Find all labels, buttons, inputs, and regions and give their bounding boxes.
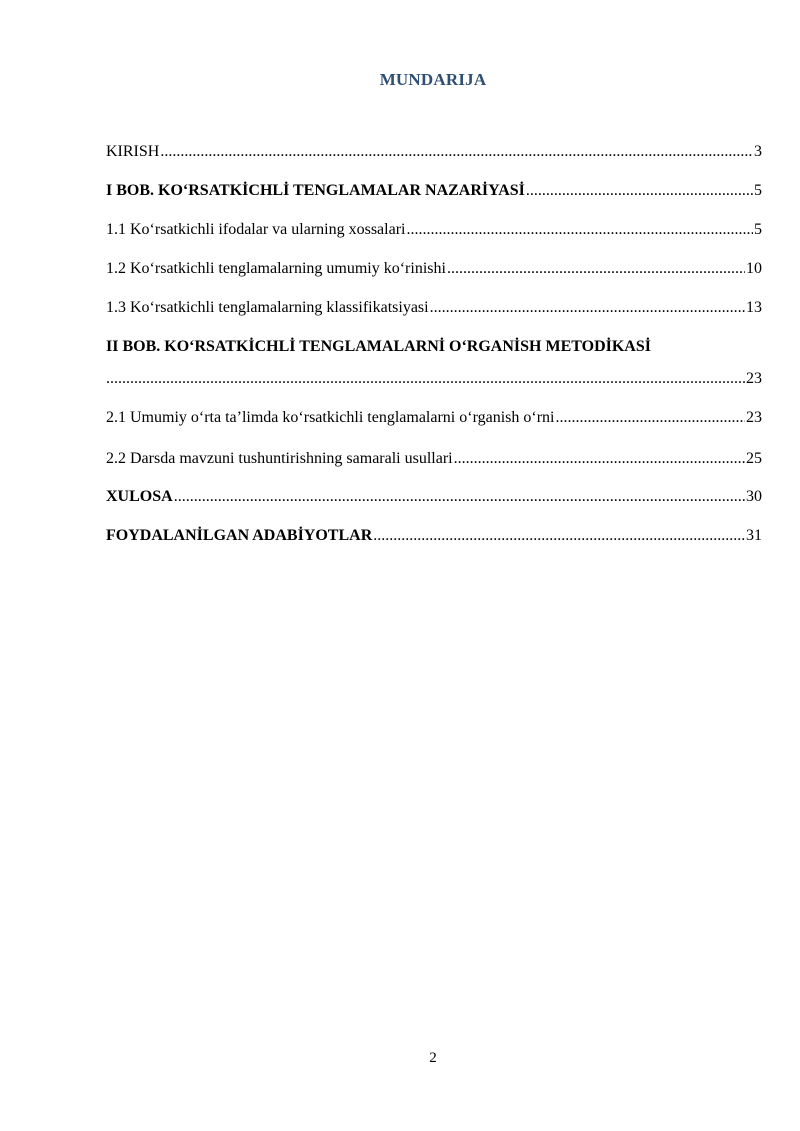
toc-entry-page: 23 xyxy=(746,409,762,426)
toc-entry-page: 23 xyxy=(746,370,762,387)
toc-entry-section-2-2[interactable] xyxy=(106,450,762,468)
toc-entry-section-1-3[interactable] xyxy=(106,299,762,317)
toc-leader-dots xyxy=(454,450,745,468)
toc-entry-chapter-1[interactable] xyxy=(106,182,762,200)
page-number: 2 xyxy=(429,1050,437,1066)
toc-entry-page: 25 xyxy=(746,450,762,467)
toc-entry-label: I BOB. KO‘RSATKİCHLİ TENGLAMALAR NAZARİYASİ xyxy=(106,182,525,199)
toc-entry-label: II BOB. KO‘RSATKİCHLİ TENGLAMALARNİ O‘RGANİSH METODİKASİ xyxy=(106,338,651,355)
document-title: MUNDARIJA xyxy=(379,70,487,89)
toc-entry-label: KIRISH xyxy=(106,143,160,160)
toc-entry-chapter-2[interactable] xyxy=(106,338,762,356)
toc-entry-label: FOYDALANİLGAN ADABİYOTLAR xyxy=(106,527,373,544)
toc-leader-dots xyxy=(447,260,745,278)
toc-leader-dots xyxy=(106,370,745,388)
toc-entry-label: 1.2 Ko‘rsatkichli tenglamalarning umumiy ko‘rinishi xyxy=(106,260,446,277)
toc-entry-label: 1.1 Ko‘rsatkichli ifodalar va ularning xossalari xyxy=(106,221,406,238)
toc-entry-xulosa[interactable] xyxy=(106,488,762,506)
toc-entry-label: 2.2 Darsda mavzuni tushuntirishning samarali usullari xyxy=(106,450,453,467)
toc-leader-dots xyxy=(174,488,745,506)
toc-leader-dots xyxy=(526,182,753,200)
toc-entry-page: 5 xyxy=(754,182,762,199)
toc-entry-chapter-2-page-line[interactable] xyxy=(106,370,762,388)
toc-entry-page: 10 xyxy=(746,260,762,277)
toc-entry-page: 5 xyxy=(754,221,762,238)
toc-entry-section-2-1[interactable] xyxy=(106,409,762,427)
toc-entry-label: XULOSA xyxy=(106,488,173,505)
toc-entry-bibliography[interactable] xyxy=(106,527,762,545)
toc-entry-page: 13 xyxy=(746,299,762,316)
toc-leader-dots xyxy=(555,409,745,427)
toc-entry-page: 31 xyxy=(746,527,762,544)
toc-leader-dots xyxy=(430,299,745,317)
toc-entry-page: 3 xyxy=(754,143,762,160)
toc-entry-label: 2.1 Umumiy o‘rta ta’limda ko‘rsatkichli tenglamalarni o‘rganish o‘rni xyxy=(106,409,555,426)
toc-entry-page: 30 xyxy=(746,488,762,505)
toc-leader-dots xyxy=(373,527,745,545)
toc-entry-section-1-2[interactable] xyxy=(106,260,762,278)
toc-entry-kirish[interactable] xyxy=(106,143,762,161)
toc-entry-label: 1.3 Ko‘rsatkichli tenglamalarning klassifikatsiyasi xyxy=(106,299,429,316)
toc-leader-dots xyxy=(406,221,753,239)
toc-entry-section-1-1[interactable] xyxy=(106,221,762,239)
toc-leader-dots xyxy=(160,143,753,161)
